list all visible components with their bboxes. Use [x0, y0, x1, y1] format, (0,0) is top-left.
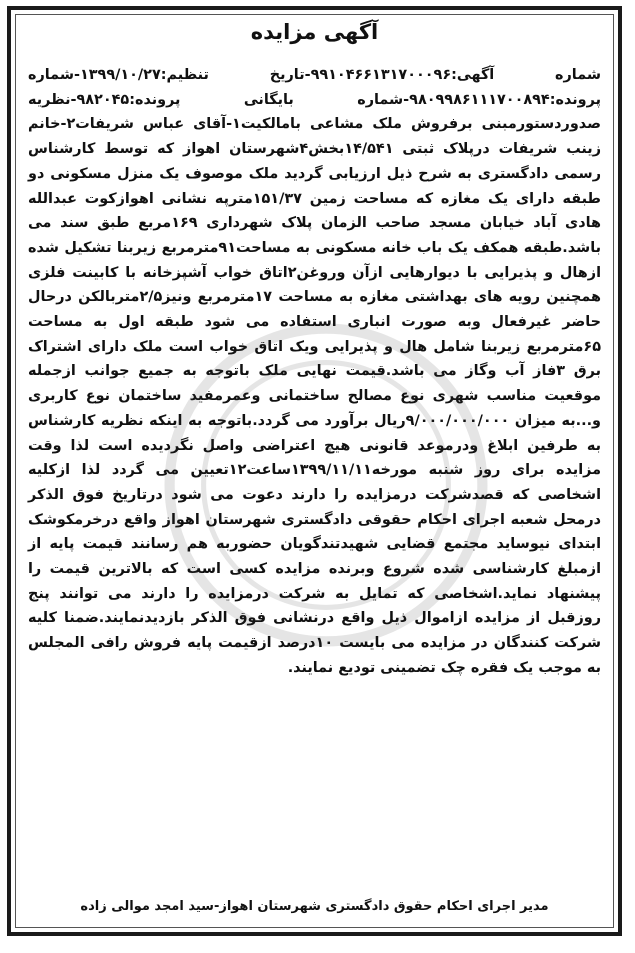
notice-signature: مدیر اجرای احکام حقوق دادگستری شهرستان اهواز-سید امجد موالی زاده	[80, 899, 549, 914]
notice-title: آگهی مزایده	[250, 20, 379, 44]
notice-body: شماره آگهی:۹۹۱۰۴۶۶۱۳۱۷۰۰۰۹۶-تاریخ تنظیم:۱۳۹۹/۱۰/۲۷-شماره پرونده:۹۸۰۹۹۸۶۱۱۱۷۰۰۸۹۴-شماره بایگانی پرونده:۹۸۲۰۴۵-نظریه صدوردستورمبنی برفروش ملک مشاعی بامالکیت۱-آقای عباس شریفات۲-خانم زینب شریفات درپلاک ثبتی ۱۴/۵۴۱بخش۴شهرستان اهواز که توسط کارشناس رسمی دادگستری به شرح ذیل ارزیابی گردید ملک موصوف یک منزل مسکونی دو طبقه دارای یک مغازه که مساحت زمین ۱۵۱/۳۷مترپه نشانی اهوازکوت عبدالله هادی آباد خیابان مسجد صاحب الزمان پلاک شهرداری ۱۶۹مربع طبق سند می باشد.طبقه همکف یک باب خانه مسکونی به مساحت۹۱مترمربع زیربنا تشکیل شده ازهال و پذیرایی با دیوارهایی ازآن وروغن۲اتاق خواب آشپزخانه با کابینت فلزی همچنین رویه های بهداشتی مغازه به مساحت ۱۷مترمربع ونیز۲/۵متربالکن درحال حاضر غیرفعال وبه صورت انباری استفاده می شود طبقه اول به مساحت ۶۵مترمربع زیربنا شامل هال و پذیرایی ویک اتاق خواب است ملک دارای اشتراک برق ۳فاز آب وگاز می باشد.قیمت نهایی ملک باتوجه به جمیع جوانب ازجمله موقعیت مناسب شهری نوع مصالح ساختمانی وعمرمفید ساختمان نوع کاربری و...به میزان ۹/۰۰۰/۰۰۰/۰۰۰ریال برآورد می گردد.باتوجه به اینکه نظریه کارشناس به طرفین ابلاغ ودرموعد قانونی هیچ اعتراضی واصل نگردیده است لذا وقت مزایده برای روز شنبه مورخه۱۳۹۹/۱۱/۱۱ساعت۱۲تعیین می گردد لذا ازکلیه اشخاصی که قصدشرکت درمزایده را دارند دعوت می شود درتاریخ فوق الذکر درمحل شعبه اجرای احکام حقوقی دادگستری شهرستان اهواز واقع درخرمکوشک ابتدای نیوساید مجتمع قضایی شهیدتندگویان حضوربه هم رسانند قیمت پایه از ازمبلغ کارشناسی شده شروع وبرنده مزایده کسی است که بالاترین قیمت را پیشنهاد نماید.اشخاصی که تمایل به شرکت درمزایده را دارند می توانند پنج روزقبل از مزایده ازاموال ذیل واقع درنشانی فوق الذکر بازدیدنمایند.ضمنا کلیه شرکت کنندگان در مزایده می بایست ۱۰درصد ازقیمت پایه فروش رافی المجلس به موجب یک فقره چک تضمینی تودیع نمایند.	[28, 67, 602, 676]
notice-inner-border	[15, 14, 614, 928]
notice-frame	[7, 6, 622, 936]
